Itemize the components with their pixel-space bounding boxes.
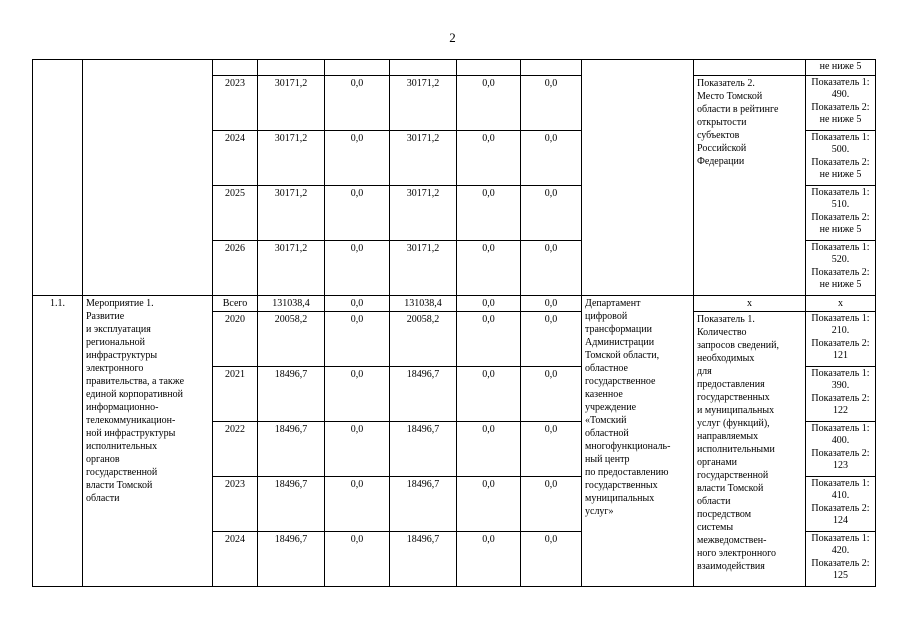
indicator-description-x: х — [694, 295, 806, 311]
extrabudget: 0,0 — [521, 311, 582, 366]
federal: 0,0 — [325, 366, 390, 421]
local: 0,0 — [457, 295, 521, 311]
indicator-value: Показатель 1: 520. Показатель 2: не ниже 5 — [806, 240, 876, 295]
local: 0,0 — [457, 421, 521, 476]
federal: 0,0 — [325, 531, 390, 586]
page-number: 2 — [449, 30, 456, 45]
extrabudget: 0,0 — [521, 531, 582, 586]
local: 0,0 — [457, 75, 521, 130]
federal: 0,0 — [325, 421, 390, 476]
total: 30171,2 — [258, 240, 325, 295]
measure-name: Мероприятие 1. Развитие и эксплуатация региональной инфраструктуры электронного правительства, а также единой корпоративной информационно- телекоммуникацион- ной инфраструктуры исполнительных органов государственной власти Томской области — [83, 295, 213, 586]
year: 2026 — [213, 240, 258, 295]
year: 2025 — [213, 185, 258, 240]
cell-executor-empty — [582, 60, 694, 296]
federal: 0,0 — [325, 240, 390, 295]
table-body — [33, 60, 876, 587]
extrabudget: 0,0 — [521, 185, 582, 240]
total: 18496,7 — [258, 476, 325, 531]
total: 18496,7 — [258, 366, 325, 421]
extrabudget: 0,0 — [521, 366, 582, 421]
table-row — [33, 60, 876, 76]
indicator-value-x: х — [806, 295, 876, 311]
indicator-value: Показатель 1: 410. Показатель 2: 124 — [806, 476, 876, 531]
year: Всего — [213, 295, 258, 311]
local: 0,0 — [457, 531, 521, 586]
total: 30171,2 — [258, 75, 325, 130]
year: 2022 — [213, 421, 258, 476]
total: 18496,7 — [258, 421, 325, 476]
total: 30171,2 — [258, 130, 325, 185]
local: 0,0 — [457, 130, 521, 185]
federal: 0,0 — [325, 311, 390, 366]
year: 2021 — [213, 366, 258, 421]
total: 131038,4 — [258, 295, 325, 311]
total: 30171,2 — [258, 185, 325, 240]
indicator-description: Показатель 1. Количество запросов сведений, необходимых для предоставления государственных и муниципальных услуг (функций), направляемых исполнительными органами государственной власти Томской области посредством системы межведомствен- ного электронного взаимодействия — [694, 311, 806, 586]
regional: 30171,2 — [390, 130, 457, 185]
cell-name-empty — [83, 60, 213, 296]
regional: 30171,2 — [390, 185, 457, 240]
table-row — [33, 295, 876, 311]
regional: 18496,7 — [390, 531, 457, 586]
program-table — [32, 59, 876, 587]
regional: 30171,2 — [390, 75, 457, 130]
indicator-value: Показатель 1: 510. Показатель 2: не ниже 5 — [806, 185, 876, 240]
regional: 18496,7 — [390, 476, 457, 531]
year: 2023 — [213, 476, 258, 531]
regional: 20058,2 — [390, 311, 457, 366]
extrabudget: 0,0 — [521, 130, 582, 185]
regional: 18496,7 — [390, 366, 457, 421]
year: 2023 — [213, 75, 258, 130]
federal: 0,0 — [325, 185, 390, 240]
federal: 0,0 — [325, 295, 390, 311]
federal: 0,0 — [325, 75, 390, 130]
indicator-description: Показатель 2. Место Томской области в рейтинге открытости субъектов Российской Федерации — [694, 75, 806, 295]
measure-number: 1.1. — [33, 295, 83, 586]
cell-number-empty — [33, 60, 83, 296]
local: 0,0 — [457, 366, 521, 421]
indicator-value: Показатель 1: 210. Показатель 2: 121 — [806, 311, 876, 366]
total: 20058,2 — [258, 311, 325, 366]
federal: 0,0 — [325, 476, 390, 531]
regional: 131038,4 — [390, 295, 457, 311]
regional: 30171,2 — [390, 240, 457, 295]
year: 2020 — [213, 311, 258, 366]
executor: Департамент цифровой трансформации Администрации Томской области, областное государственное казенное учреждение «Томский областной многофункциональ- ный центр по предоставлению государственных муниципальных услуг» — [582, 295, 694, 586]
local: 0,0 — [457, 185, 521, 240]
indicator-value: Показатель 1: 490. Показатель 2: не ниже 5 — [806, 75, 876, 130]
indicator-value: Показатель 1: 500. Показатель 2: не ниже 5 — [806, 130, 876, 185]
local: 0,0 — [457, 311, 521, 366]
extrabudget: 0,0 — [521, 75, 582, 130]
indicator-value: Показатель 1: 390. Показатель 2: 122 — [806, 366, 876, 421]
total: 18496,7 — [258, 531, 325, 586]
local: 0,0 — [457, 240, 521, 295]
year: 2024 — [213, 531, 258, 586]
regional: 18496,7 — [390, 421, 457, 476]
local: 0,0 — [457, 476, 521, 531]
federal: 0,0 — [325, 130, 390, 185]
indicator-value: Показатель 1: 400. Показатель 2: 123 — [806, 421, 876, 476]
extrabudget: 0,0 — [521, 295, 582, 311]
extrabudget: 0,0 — [521, 421, 582, 476]
indicator-value: не ниже 5 — [806, 60, 876, 76]
indicator-value: Показатель 1: 420. Показатель 2: 125 — [806, 531, 876, 586]
year: 2024 — [213, 130, 258, 185]
extrabudget: 0,0 — [521, 240, 582, 295]
extrabudget: 0,0 — [521, 476, 582, 531]
